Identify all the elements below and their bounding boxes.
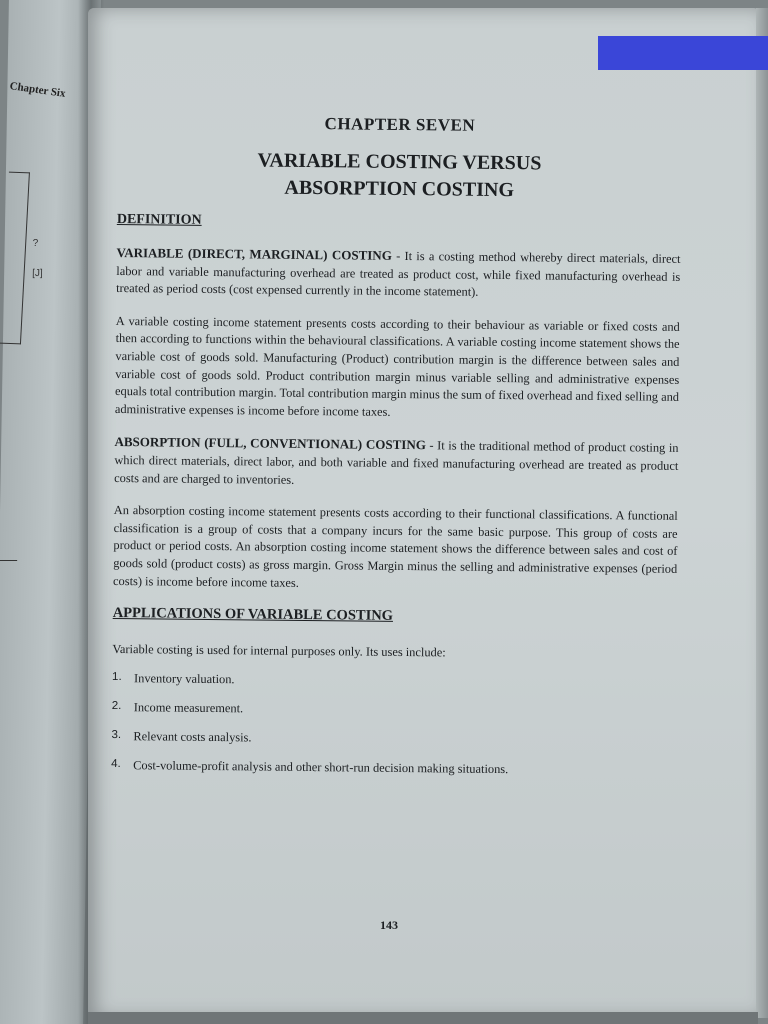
page-edge xyxy=(756,8,768,1018)
applications-heading: APPLICATIONS OF VARIABLE COSTING xyxy=(112,605,394,625)
running-head: Chapter Six xyxy=(8,80,67,100)
left-page-rule xyxy=(0,560,17,561)
page-bottom-shadow xyxy=(88,1012,758,1024)
variable-costing-definition xyxy=(116,244,681,304)
chapter-label: CHAPTER SEVEN xyxy=(324,114,476,135)
left-page-mark: ? xyxy=(32,238,39,249)
sticky-tab-marker xyxy=(598,36,768,70)
list-text: Relevant costs analysis. xyxy=(133,729,252,745)
list-item xyxy=(112,700,676,721)
left-page-mark: [J] xyxy=(32,268,43,279)
list-text: Income measurement. xyxy=(133,700,244,716)
page-number: 143 xyxy=(380,918,398,932)
list-number: 3. xyxy=(111,729,122,742)
variable-costing-paragraph: A variable costing income statement presents costs according to their behaviour as variable or fixed costs and then according to functions within the behavioural classifications. A variable costing income statement shows the variable cost of goods sold. Manufacturing (Product) contribution margin is the difference between sales and variable cost of goods sold. Product contribution margin minus variable selling and administrative expenses equals total contribution margin. Total contribution margin minus the sum of fixed overhead and fixed selling and administrative expenses is income before income taxes. xyxy=(114,313,680,419)
variable-costing-text: - It is a costing method whereby direct materials, direct labor and variable manufacturing overhead are treated as product cost, while fixed manufacturing overhead is treated as period costs (cost expensed currently in the income statement). xyxy=(116,248,681,299)
chapter-title xyxy=(117,146,682,206)
absorption-costing-definition xyxy=(114,433,679,493)
list-text: Cost-volume-profit analysis and other short-run decision making situations. xyxy=(133,758,509,777)
variable-costing-term: VARIABLE (DIRECT, MARGINAL) COSTING xyxy=(116,244,392,263)
list-number: 1. xyxy=(112,671,122,684)
list-number: 2. xyxy=(111,700,122,713)
chapter-title-line: ABSORPTION COSTING xyxy=(284,176,515,202)
applications-list xyxy=(111,671,676,779)
list-number: 4. xyxy=(111,758,121,771)
list-item xyxy=(112,671,676,692)
list-item xyxy=(111,758,675,779)
list-item xyxy=(111,729,675,750)
applications-intro: Variable costing is used for internal purposes only. Its uses include: xyxy=(112,642,446,660)
list-text: Inventory valuation. xyxy=(133,671,235,687)
page-content xyxy=(111,112,682,793)
absorption-costing-text: - It is the traditional method of product costing in which direct materials, direct labor, and both variable and fixed manufacturing overhead are treated as product costs and are charged to inventories. xyxy=(114,438,679,487)
absorption-costing-paragraph: An absorption costing income statement presents costs according to their functional classifications. A functional classification is a group of costs that a company incurs for the same basic purpose. This group of costs are product or period costs. An absorption costing income statement shows the difference between sales and cost of goods sold (product costs) as gross margin. Gross Margin minus the selling and administrative expenses (period costs) is income before income taxes. xyxy=(113,503,678,590)
chapter-title-line: VARIABLE COSTING VERSUS xyxy=(257,149,542,175)
left-page-table-fragment xyxy=(0,172,30,345)
definition-heading: DEFINITION xyxy=(116,211,202,228)
absorption-costing-term: ABSORPTION (FULL, CONVENTIONAL) COSTING xyxy=(114,434,426,453)
